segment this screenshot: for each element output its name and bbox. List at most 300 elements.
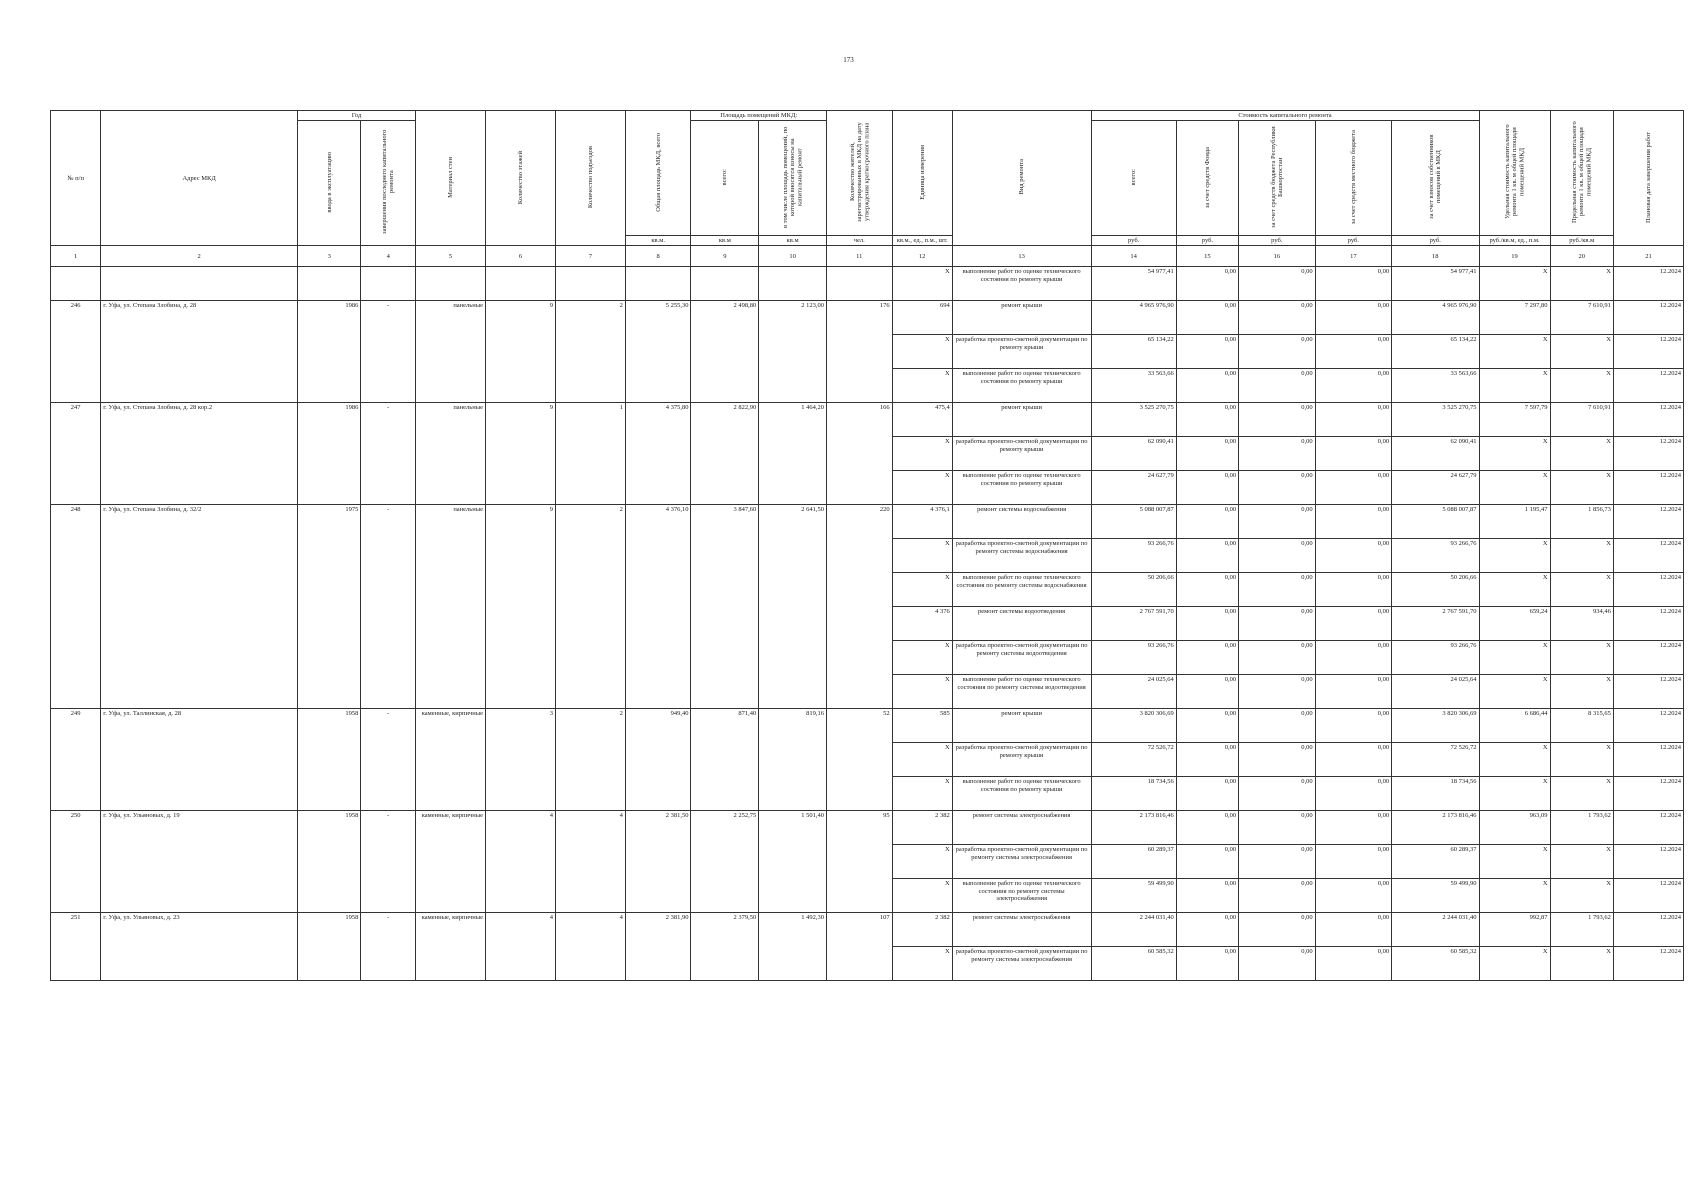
row-premises-fee-area: 2 123,00 [759, 301, 827, 335]
row-floors [485, 335, 555, 369]
row-residents: 176 [827, 301, 893, 335]
row-repair-type: выполнение работ по оценке технического состояния по ремонту системы водоснабжения [952, 573, 1091, 607]
row-local-budget: 0,00 [1315, 777, 1392, 811]
row-cost-total: 62 090,41 [1091, 437, 1176, 471]
row-premises-total: 3 847,60 [691, 505, 759, 539]
row-planned-date: 12.2024 [1613, 369, 1683, 403]
row-repair-type: выполнение работ по оценке технического состояния по ремонту системы водоотведения [952, 675, 1091, 709]
row-wall-material: панельные [416, 301, 486, 335]
row-entrances [555, 947, 625, 981]
row-wall-material: панельные [416, 505, 486, 539]
row-planned-date: 12.2024 [1613, 743, 1683, 777]
row-local-budget: 0,00 [1315, 709, 1392, 743]
row-floors: 9 [485, 403, 555, 437]
row-floors [485, 267, 555, 301]
row-last-repair-year [361, 267, 416, 301]
row-wall-material [416, 369, 486, 403]
row-premises-fee-area [759, 607, 827, 641]
repair-plan-table [50, 110, 1684, 981]
row-last-repair-year [361, 539, 416, 573]
row-last-repair-year [361, 675, 416, 709]
row-local-budget: 0,00 [1315, 573, 1392, 607]
row-repair-type: ремонт системы электроснабжения [952, 913, 1091, 947]
row-commission-year [298, 573, 361, 607]
row-total-area: 5 255,30 [625, 301, 691, 335]
row-floors [485, 471, 555, 505]
row-commission-year [298, 539, 361, 573]
row-total-area [625, 777, 691, 811]
row-unit: X [892, 573, 952, 607]
row-last-repair-year [361, 369, 416, 403]
table-row [51, 675, 1684, 709]
row-commission-year [298, 947, 361, 981]
row-max-cost: X [1550, 879, 1613, 913]
row-total-area [625, 267, 691, 301]
row-local-budget: 0,00 [1315, 471, 1392, 505]
row-repair-type: ремонт крыши [952, 301, 1091, 335]
row-entrances [555, 437, 625, 471]
row-premises-total [691, 437, 759, 471]
row-wall-material [416, 539, 486, 573]
row-entrances [555, 743, 625, 777]
row-unit-cost: 963,09 [1479, 811, 1550, 845]
row-max-cost: X [1550, 641, 1613, 675]
row-unit-cost: X [1479, 369, 1550, 403]
col-cost-group-header: Стоимость капитального ремонта [1091, 111, 1479, 121]
row-premises-fee-area [759, 743, 827, 777]
row-local-budget: 0,00 [1315, 437, 1392, 471]
row-address: г. Уфа, ул. Таллинская, д. 28 [101, 709, 298, 743]
row-planned-date: 12.2024 [1613, 777, 1683, 811]
row-cost-total: 5 088 007,87 [1091, 505, 1176, 539]
row-residents [827, 641, 893, 675]
row-address [101, 573, 298, 607]
row-cost-total: 72 526,72 [1091, 743, 1176, 777]
row-total-area [625, 743, 691, 777]
row-premises-fee-area [759, 437, 827, 471]
row-wall-material: каменные, кирпичные [416, 913, 486, 947]
row-commission-year: 1986 [298, 403, 361, 437]
row-max-cost: 8 315,65 [1550, 709, 1613, 743]
row-unit-cost: X [1479, 777, 1550, 811]
row-unit: X [892, 267, 952, 301]
row-commission-year [298, 471, 361, 505]
row-residents [827, 879, 893, 913]
row-number [51, 947, 101, 981]
row-entrances [555, 471, 625, 505]
row-owners: 60 289,37 [1392, 845, 1479, 879]
row-total-area [625, 607, 691, 641]
col-last-repair-year-header: завершения последнего капитального ремонта [361, 121, 416, 246]
row-last-repair-year [361, 607, 416, 641]
row-unit: 585 [892, 709, 952, 743]
row-repair-type: разработка проектно-сметной документации по ремонту крыши [952, 335, 1091, 369]
row-premises-total [691, 573, 759, 607]
row-cost-total: 93 266,76 [1091, 641, 1176, 675]
row-local-budget: 0,00 [1315, 335, 1392, 369]
row-max-cost: X [1550, 471, 1613, 505]
row-premises-total [691, 641, 759, 675]
row-last-repair-year: - [361, 403, 416, 437]
row-unit: X [892, 539, 952, 573]
row-entrances [555, 675, 625, 709]
row-premises-fee-area [759, 267, 827, 301]
row-total-area [625, 471, 691, 505]
row-premises-total [691, 947, 759, 981]
row-total-area [625, 845, 691, 879]
row-premises-total: 2 498,80 [691, 301, 759, 335]
row-address [101, 845, 298, 879]
row-unit-cost: X [1479, 471, 1550, 505]
row-local-budget: 0,00 [1315, 845, 1392, 879]
page-number: 173 [843, 56, 854, 64]
table-row [51, 539, 1684, 573]
row-republic-budget: 0,00 [1239, 437, 1316, 471]
row-republic-budget: 0,00 [1239, 845, 1316, 879]
row-max-cost: X [1550, 573, 1613, 607]
col-residents-header: Количество жителей, зарегистрированных в МКД на дату утверждения краткосрочного плана [827, 111, 893, 236]
row-wall-material [416, 675, 486, 709]
unit-10: кв.м [759, 236, 827, 246]
row-fund: 0,00 [1176, 369, 1238, 403]
row-entrances: 4 [555, 811, 625, 845]
row-last-repair-year: - [361, 301, 416, 335]
row-commission-year [298, 845, 361, 879]
col-floors-header: Количество этажей [485, 111, 555, 246]
row-unit-cost: X [1479, 641, 1550, 675]
column-index-cell: 17 [1315, 246, 1392, 267]
row-unit-cost: X [1479, 743, 1550, 777]
row-last-repair-year: - [361, 913, 416, 947]
column-index-cell: 21 [1613, 246, 1683, 267]
row-number: 248 [51, 505, 101, 539]
row-repair-type: разработка проектно-сметной документации по ремонту системы водоснабжения [952, 539, 1091, 573]
row-premises-fee-area [759, 539, 827, 573]
row-max-cost: 7 610,91 [1550, 403, 1613, 437]
row-republic-budget: 0,00 [1239, 539, 1316, 573]
row-unit: X [892, 471, 952, 505]
row-planned-date: 12.2024 [1613, 471, 1683, 505]
row-wall-material: каменные, кирпичные [416, 811, 486, 845]
row-entrances [555, 777, 625, 811]
column-index-cell: 15 [1176, 246, 1238, 267]
row-unit: 475,4 [892, 403, 952, 437]
row-cost-total: 93 266,76 [1091, 539, 1176, 573]
row-unit-cost: 1 195,47 [1479, 505, 1550, 539]
column-index-cell: 7 [555, 246, 625, 267]
row-premises-fee-area: 819,16 [759, 709, 827, 743]
row-commission-year [298, 743, 361, 777]
table-row [51, 641, 1684, 675]
column-index-cell: 10 [759, 246, 827, 267]
row-max-cost: X [1550, 369, 1613, 403]
row-unit-cost: X [1479, 539, 1550, 573]
row-repair-type: ремонт крыши [952, 709, 1091, 743]
row-max-cost: 934,46 [1550, 607, 1613, 641]
row-number [51, 267, 101, 301]
row-floors: 3 [485, 709, 555, 743]
row-fund: 0,00 [1176, 743, 1238, 777]
row-number [51, 777, 101, 811]
table-row [51, 573, 1684, 607]
row-cost-total: 54 977,41 [1091, 267, 1176, 301]
row-last-repair-year [361, 641, 416, 675]
col-total-area-header: Общая площадь МКД, всего [625, 111, 691, 236]
column-index-cell: 18 [1392, 246, 1479, 267]
row-wall-material [416, 743, 486, 777]
row-wall-material [416, 879, 486, 913]
column-index-cell: 11 [827, 246, 893, 267]
row-commission-year: 1975 [298, 505, 361, 539]
row-repair-type: выполнение работ по оценке технического состояния по ремонту крыши [952, 777, 1091, 811]
table-row [51, 811, 1684, 845]
row-unit-cost: X [1479, 335, 1550, 369]
row-fund: 0,00 [1176, 573, 1238, 607]
row-premises-total [691, 267, 759, 301]
row-local-budget: 0,00 [1315, 743, 1392, 777]
unit-9: кв.м [691, 236, 759, 246]
row-commission-year [298, 369, 361, 403]
row-repair-type: ремонт крыши [952, 403, 1091, 437]
row-premises-fee-area: 1 501,40 [759, 811, 827, 845]
row-address: г. Уфа, ул. Степана Злобина, д. 28 кор.2 [101, 403, 298, 437]
row-entrances [555, 539, 625, 573]
unit-12: кв.м., ед., п.м., шт. [892, 236, 952, 246]
row-owners: 24 025,64 [1392, 675, 1479, 709]
row-wall-material [416, 267, 486, 301]
row-entrances [555, 335, 625, 369]
table-row [51, 267, 1684, 301]
row-floors [485, 437, 555, 471]
row-local-budget: 0,00 [1315, 539, 1392, 573]
col-unit-header: Единица измерения [892, 111, 952, 236]
row-commission-year [298, 777, 361, 811]
col-local-budget-header: за счет средств местного бюджета [1315, 121, 1392, 236]
row-repair-type: разработка проектно-сметной документации по ремонту системы электроснабжения [952, 845, 1091, 879]
row-number [51, 879, 101, 913]
row-republic-budget: 0,00 [1239, 607, 1316, 641]
column-index-cell: 2 [101, 246, 298, 267]
table-row [51, 335, 1684, 369]
row-republic-budget: 0,00 [1239, 743, 1316, 777]
table-row [51, 437, 1684, 471]
row-commission-year [298, 607, 361, 641]
row-unit: X [892, 947, 952, 981]
row-address [101, 777, 298, 811]
row-commission-year: 1958 [298, 913, 361, 947]
row-premises-fee-area [759, 777, 827, 811]
row-fund: 0,00 [1176, 947, 1238, 981]
row-total-area [625, 879, 691, 913]
row-premises-total [691, 607, 759, 641]
row-entrances [555, 369, 625, 403]
row-owners: 59 499,90 [1392, 879, 1479, 913]
table-row [51, 369, 1684, 403]
row-repair-type: ремонт системы электроснабжения [952, 811, 1091, 845]
column-index-cell: 9 [691, 246, 759, 267]
row-address [101, 675, 298, 709]
row-unit-cost: X [1479, 675, 1550, 709]
row-entrances: 2 [555, 505, 625, 539]
row-commission-year: 1986 [298, 301, 361, 335]
row-floors [485, 845, 555, 879]
row-total-area [625, 573, 691, 607]
row-commission-year [298, 641, 361, 675]
row-max-cost: X [1550, 335, 1613, 369]
row-planned-date: 12.2024 [1613, 607, 1683, 641]
row-planned-date: 12.2024 [1613, 505, 1683, 539]
row-cost-total: 2 767 591,70 [1091, 607, 1176, 641]
row-residents [827, 369, 893, 403]
row-owners: 54 977,41 [1392, 267, 1479, 301]
row-address [101, 641, 298, 675]
row-floors [485, 743, 555, 777]
row-premises-total [691, 879, 759, 913]
row-entrances [555, 845, 625, 879]
row-repair-type: выполнение работ по оценке технического состояния по ремонту крыши [952, 369, 1091, 403]
row-fund: 0,00 [1176, 777, 1238, 811]
row-residents [827, 777, 893, 811]
row-republic-budget: 0,00 [1239, 471, 1316, 505]
row-repair-type: ремонт системы водоотведения [952, 607, 1091, 641]
row-max-cost: 1 856,73 [1550, 505, 1613, 539]
row-premises-total [691, 675, 759, 709]
row-cost-total: 60 289,37 [1091, 845, 1176, 879]
header-row-1 [51, 111, 1684, 121]
row-max-cost: X [1550, 539, 1613, 573]
row-total-area [625, 369, 691, 403]
col-premises-total-header: всего: [691, 121, 759, 236]
row-cost-total: 24 627,79 [1091, 471, 1176, 505]
column-index-cell: 8 [625, 246, 691, 267]
row-number [51, 641, 101, 675]
unit-14: руб. [1091, 236, 1176, 246]
row-fund: 0,00 [1176, 403, 1238, 437]
row-owners: 3 525 270,75 [1392, 403, 1479, 437]
row-owners: 5 088 007,87 [1392, 505, 1479, 539]
row-repair-type: разработка проектно-сметной документации по ремонту крыши [952, 743, 1091, 777]
unit-16: руб. [1239, 236, 1316, 246]
row-floors [485, 777, 555, 811]
row-total-area: 4 376,10 [625, 505, 691, 539]
row-last-repair-year [361, 335, 416, 369]
row-premises-total [691, 369, 759, 403]
row-total-area: 2 381,50 [625, 811, 691, 845]
row-unit-cost: 6 686,44 [1479, 709, 1550, 743]
row-max-cost: X [1550, 743, 1613, 777]
row-number [51, 437, 101, 471]
row-repair-type: разработка проектно-сметной документации по ремонту крыши [952, 437, 1091, 471]
row-premises-total: 871,40 [691, 709, 759, 743]
row-wall-material [416, 845, 486, 879]
unit-18: руб. [1392, 236, 1479, 246]
row-premises-fee-area: 1 464,20 [759, 403, 827, 437]
table-row [51, 947, 1684, 981]
row-premises-fee-area [759, 369, 827, 403]
row-wall-material [416, 607, 486, 641]
row-repair-type: разработка проектно-сметной документации по ремонту системы водоотведения [952, 641, 1091, 675]
row-unit: X [892, 335, 952, 369]
col-planned-date-header: Плановая дата завершения работ [1613, 111, 1683, 246]
row-premises-fee-area [759, 573, 827, 607]
row-residents [827, 573, 893, 607]
row-premises-total [691, 335, 759, 369]
row-residents [827, 335, 893, 369]
row-number: 251 [51, 913, 101, 947]
table-row [51, 301, 1684, 335]
row-premises-fee-area [759, 879, 827, 913]
row-residents [827, 947, 893, 981]
row-number [51, 539, 101, 573]
row-owners: 2 244 031,40 [1392, 913, 1479, 947]
row-address [101, 743, 298, 777]
row-unit: X [892, 675, 952, 709]
row-total-area: 949,40 [625, 709, 691, 743]
row-local-budget: 0,00 [1315, 811, 1392, 845]
row-wall-material [416, 471, 486, 505]
row-address: г. Уфа, ул. Степана Злобина, д. 28 [101, 301, 298, 335]
table-row [51, 743, 1684, 777]
row-floors [485, 879, 555, 913]
row-premises-fee-area [759, 641, 827, 675]
row-premises-fee-area: 2 641,50 [759, 505, 827, 539]
column-index-cell: 19 [1479, 246, 1550, 267]
row-owners: 2 173 816,46 [1392, 811, 1479, 845]
row-last-repair-year [361, 437, 416, 471]
row-wall-material [416, 947, 486, 981]
row-max-cost: 1 793,62 [1550, 913, 1613, 947]
row-total-area [625, 539, 691, 573]
unit-19: руб./кв.м, ед., п.м. [1479, 236, 1550, 246]
row-cost-total: 60 585,32 [1091, 947, 1176, 981]
row-wall-material [416, 573, 486, 607]
row-address [101, 471, 298, 505]
row-republic-budget: 0,00 [1239, 641, 1316, 675]
row-republic-budget: 0,00 [1239, 913, 1316, 947]
col-address-header: Адрес МКД [101, 111, 298, 246]
row-unit-cost: X [1479, 845, 1550, 879]
row-owners: 4 965 976,90 [1392, 301, 1479, 335]
row-entrances [555, 267, 625, 301]
row-unit: X [892, 743, 952, 777]
row-total-area [625, 437, 691, 471]
row-planned-date: 12.2024 [1613, 301, 1683, 335]
column-index-cell: 14 [1091, 246, 1176, 267]
row-republic-budget: 0,00 [1239, 573, 1316, 607]
row-republic-budget: 0,00 [1239, 335, 1316, 369]
column-index-cell: 3 [298, 246, 361, 267]
column-index-cell: 16 [1239, 246, 1316, 267]
row-owners: 3 820 306,69 [1392, 709, 1479, 743]
row-last-repair-year: - [361, 505, 416, 539]
row-unit-cost: 992,87 [1479, 913, 1550, 947]
row-entrances: 1 [555, 403, 625, 437]
row-commission-year: 1958 [298, 811, 361, 845]
row-cost-total: 3 525 270,75 [1091, 403, 1176, 437]
row-address [101, 539, 298, 573]
row-last-repair-year [361, 573, 416, 607]
row-entrances [555, 607, 625, 641]
unit-17: руб. [1315, 236, 1392, 246]
row-owners: 93 266,76 [1392, 539, 1479, 573]
row-fund: 0,00 [1176, 675, 1238, 709]
row-address [101, 607, 298, 641]
row-local-budget: 0,00 [1315, 403, 1392, 437]
row-owners: 24 627,79 [1392, 471, 1479, 505]
table-row [51, 913, 1684, 947]
row-premises-fee-area [759, 675, 827, 709]
table-row [51, 879, 1684, 913]
